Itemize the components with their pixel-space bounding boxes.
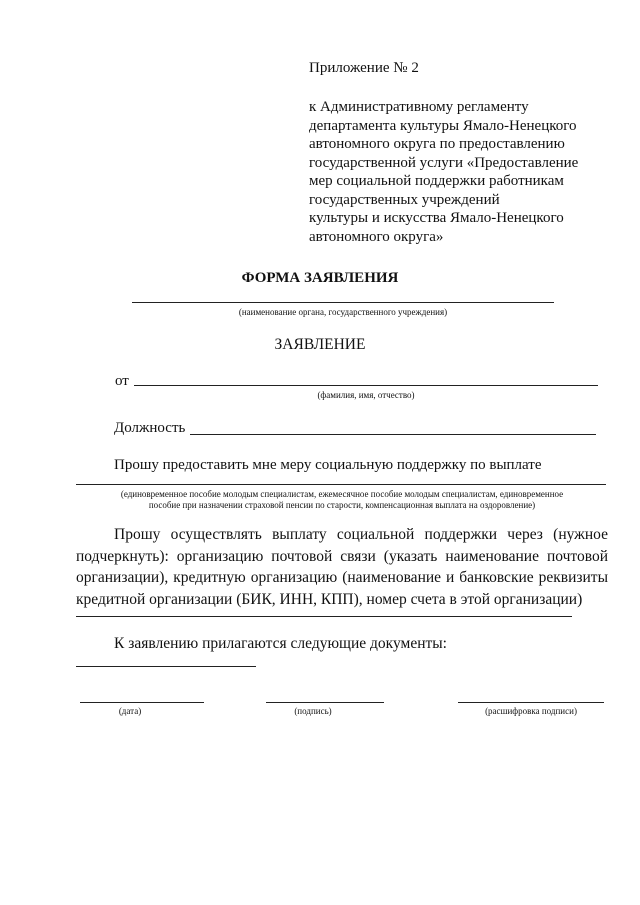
regulation-line: автономного округа» (309, 228, 444, 245)
benefit-field-line[interactable] (76, 484, 606, 485)
organization-caption: (наименование органа, государственного учреждения) (238, 307, 448, 317)
position-field-line[interactable] (190, 434, 596, 435)
regulation-line: государственной услуги «Предоставление (309, 154, 579, 171)
regulation-line: государственных учреждений (309, 191, 500, 208)
regulation-line: культуры и искусства Ямало-Ненецкого (309, 210, 564, 226)
signature-decoding-caption: (расшифровка подписи) (485, 706, 577, 716)
appendix-title: Приложение № 2 (309, 60, 419, 76)
payment-line: организации), кредитную организацию (наименование и банковские реквизиты (76, 569, 608, 586)
from-label: от (115, 373, 129, 389)
regulation-line: автономного округа по предоставлению (309, 136, 565, 152)
attachments-field-line[interactable] (76, 666, 256, 667)
benefit-caption-line-1: (единовременное пособие молодым специалистам, ежемесячное пособие молодым специалистам, единовременное (120, 489, 564, 499)
organization-field-line[interactable] (132, 302, 554, 303)
regulation-line: мер социальной поддержки работникам (309, 173, 564, 189)
regulation-reference (309, 98, 629, 246)
signature-field-line[interactable] (266, 702, 384, 703)
benefit-caption-line-2: пособие при назначении страховой пенсии по старости, компенсационная выплата на оздоровление) (148, 500, 536, 510)
attachments-text: К заявлению прилагаются следующие документы: (114, 635, 447, 652)
date-caption: (дата) (118, 706, 142, 716)
form-title: ФОРМА ЗАЯВЛЕНИЯ (241, 270, 399, 286)
payment-line: Прошу осуществлять выплату социальной поддержки через (нужное (114, 526, 608, 543)
payment-paragraph (76, 524, 608, 610)
date-field-line[interactable] (80, 702, 204, 703)
payment-details-field-line[interactable] (76, 616, 572, 617)
signature-decoding-field-line[interactable] (458, 702, 604, 703)
regulation-line: департамента культуры Ямало-Ненецкого (309, 117, 577, 134)
position-label: Должность (114, 420, 186, 436)
signature-caption: (подпись) (294, 706, 332, 716)
regulation-line: к Административному регламенту (309, 99, 529, 115)
payment-line: кредитной организации (БИК, ИНН, КПП), номер счета в этой организации) (76, 590, 583, 608)
statement-title: ЗАЯВЛЕНИЕ (274, 336, 366, 353)
fio-field-line[interactable] (134, 385, 598, 386)
fio-caption: (фамилия, имя, отчество) (317, 390, 415, 400)
request-text: Прошу предоставить мне меру социальную поддержку по выплате (114, 457, 542, 473)
payment-line: подчеркнуть): организацию почтовой связи (указать наименование почтовой (76, 547, 608, 565)
